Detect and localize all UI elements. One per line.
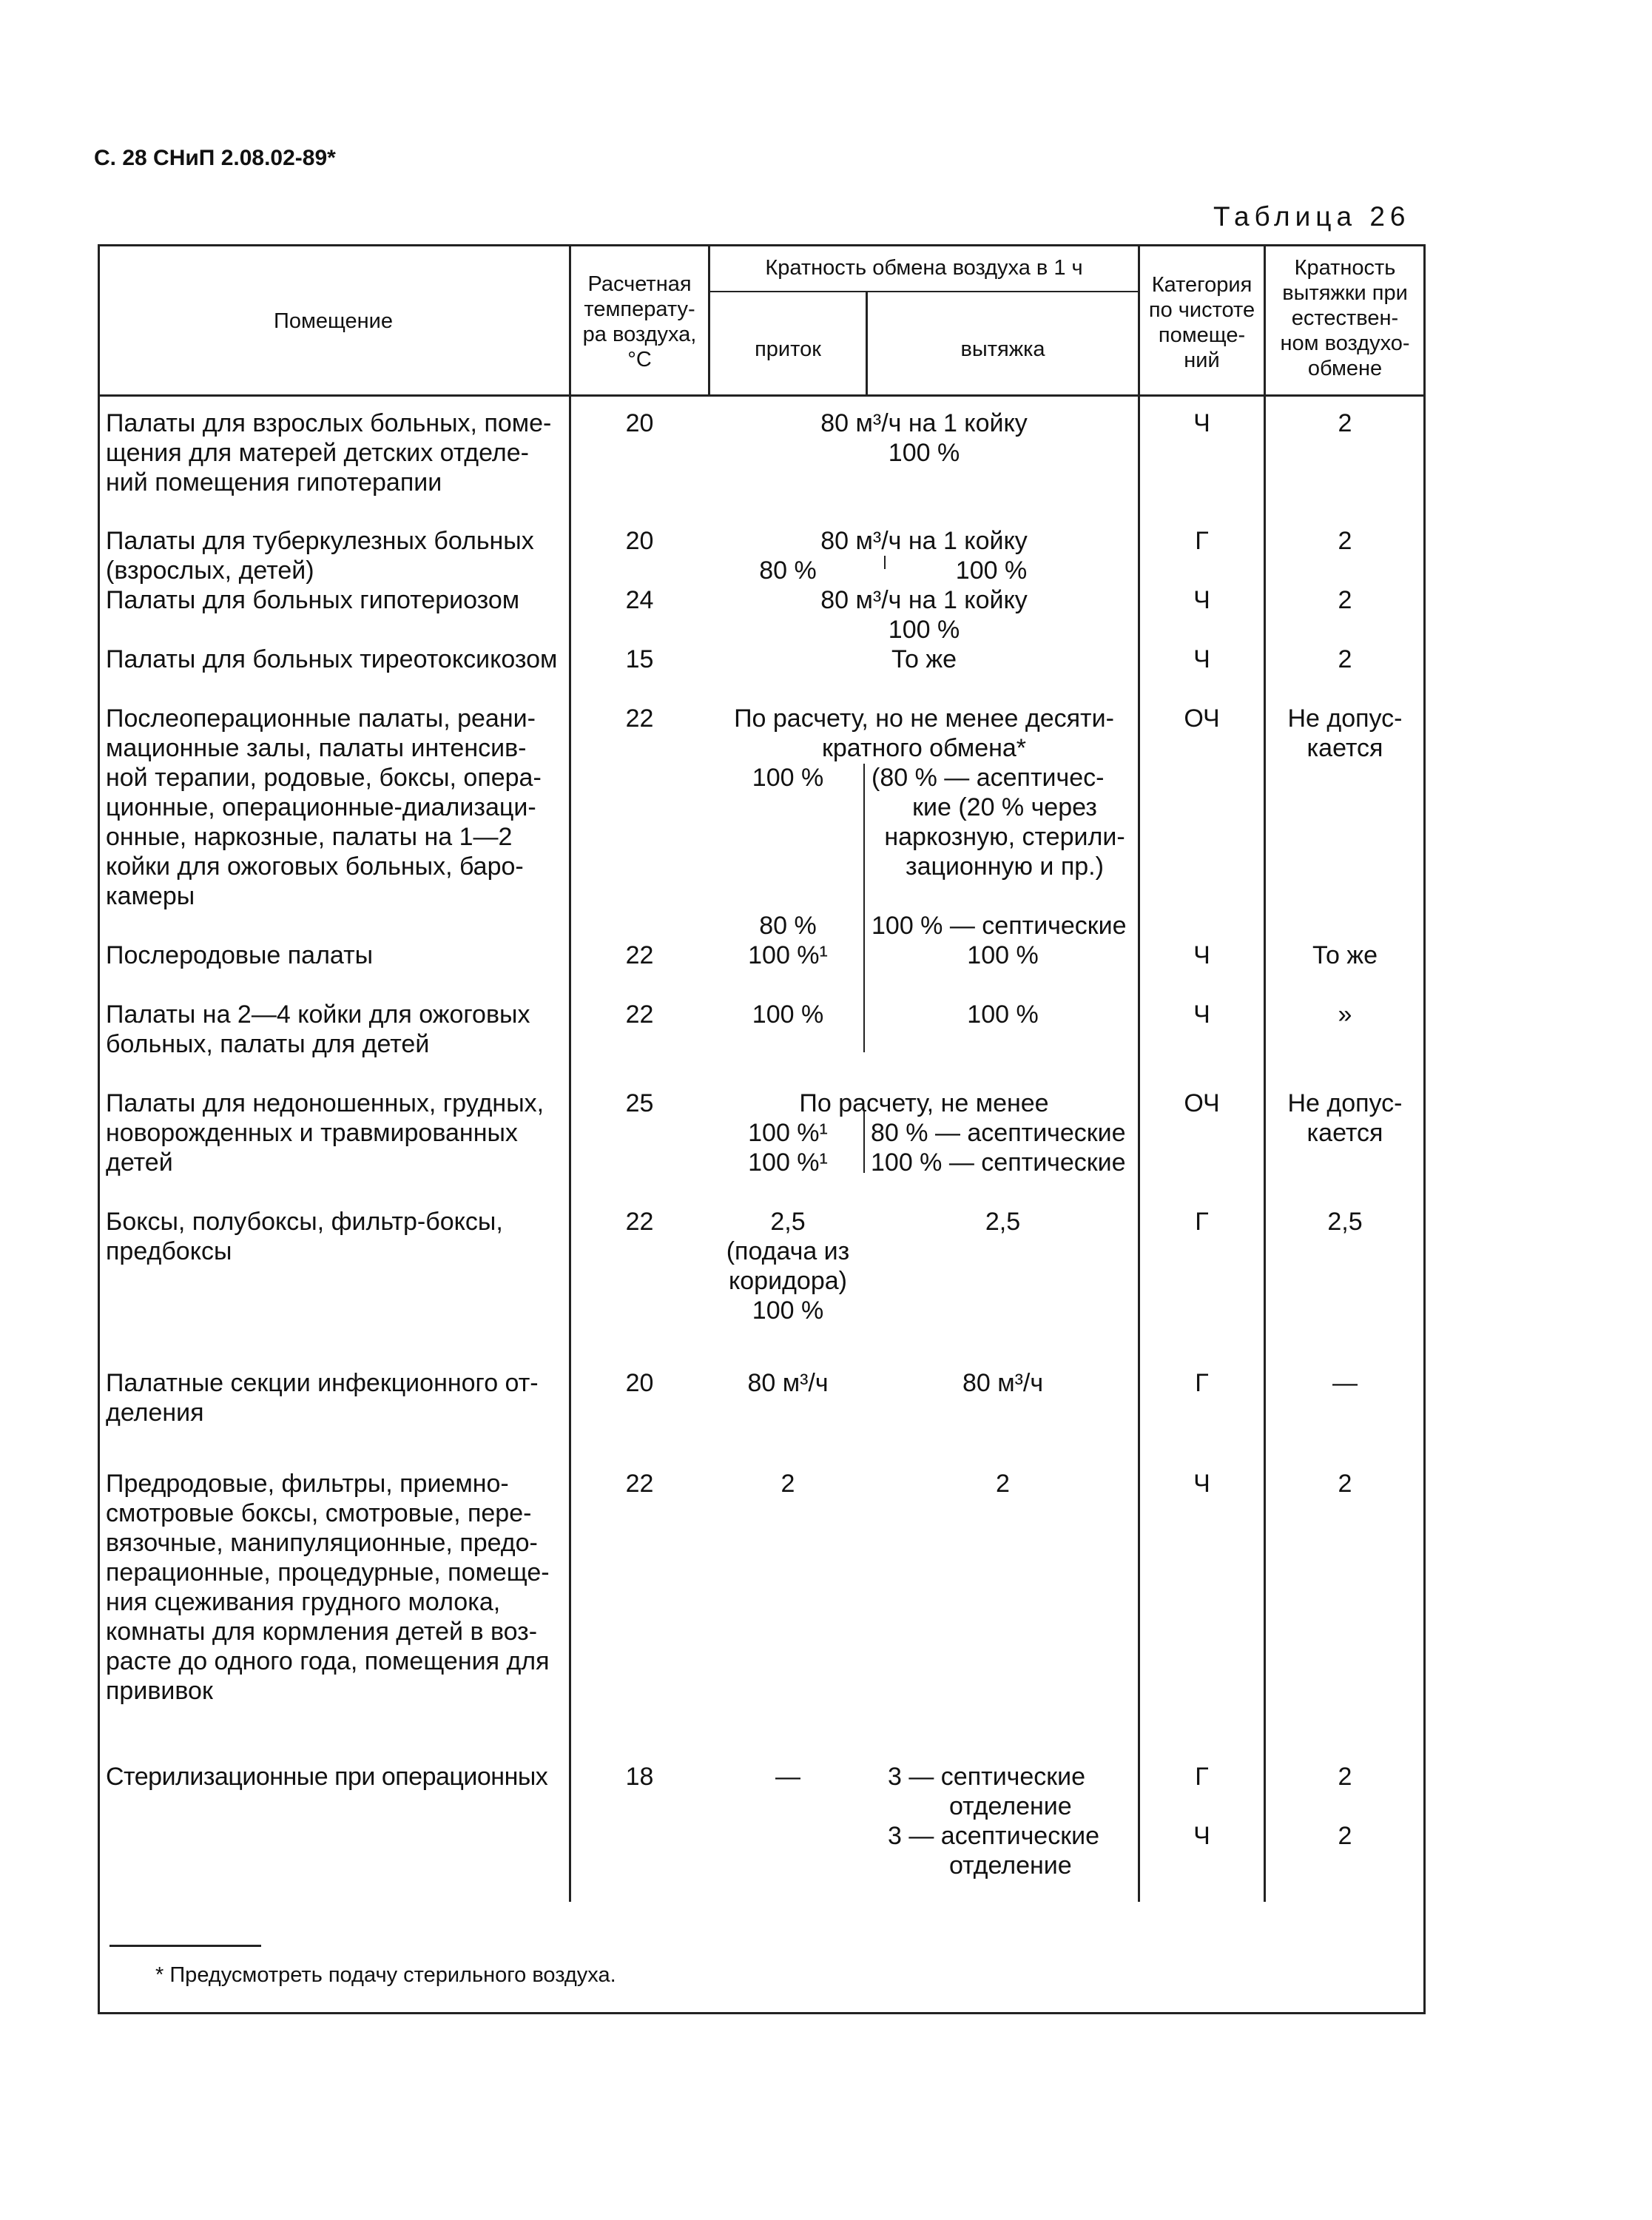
row-11-exhaust-1: 3 — септические <box>888 1763 1086 1791</box>
page-header: С. 28 СНиП 2.08.02-89* <box>94 146 336 170</box>
row-6-temp: 22 <box>625 1000 654 1029</box>
row-4-exhaust <box>871 763 1138 941</box>
row-7-room <box>106 1089 563 1177</box>
row-9-temp: 20 <box>625 1369 654 1397</box>
row-4-span-line-1: По расчету, но не менее десяти- <box>734 704 1114 733</box>
header-room: Помещение <box>273 309 394 333</box>
row-4-room-line-7: камеры <box>106 882 195 910</box>
row-11-natural-2: 2 <box>1338 1822 1352 1850</box>
header-category <box>1140 272 1264 373</box>
header-exchange: Кратность обмена воздуха в 1 ч <box>765 256 1083 280</box>
row-7-supply-line-1: 100 %¹ <box>748 1119 828 1147</box>
row-0-room <box>106 408 563 497</box>
row-0-category: Ч <box>1193 409 1210 437</box>
row-4-room-line-2: мационные залы, палаты интенсив- <box>106 734 527 762</box>
row-9-category: Г <box>1195 1369 1209 1397</box>
row-4-room-line-1: Послеоперационные палаты, реани- <box>106 704 536 733</box>
col-line-1 <box>569 244 571 1902</box>
row-5-supply: 100 %¹ <box>748 941 828 969</box>
header-category-line-2: по чистоте <box>1148 298 1255 322</box>
header-natural-line-3: естествен- <box>1291 306 1399 330</box>
subcol-tick <box>884 556 886 569</box>
header-category-line-3: помеще- <box>1158 323 1246 347</box>
header-temp-line-1: Расчетная <box>587 272 692 296</box>
row-0-room-line-2: щения для матерей детских отделе- <box>106 439 529 467</box>
row-0-natural: 2 <box>1338 409 1352 437</box>
row-9-exhaust: 80 м³/ч <box>962 1369 1044 1397</box>
row-8-room-line-2: предбоксы <box>106 1237 232 1265</box>
row-0-span-line-1: 80 м³/ч на 1 койку <box>820 409 1028 437</box>
row-7-natural-line-1: Не допус- <box>1287 1089 1403 1117</box>
header-exhaust: вытяжка <box>960 337 1045 361</box>
row-4-room-line-3: ной терапии, родовые, боксы, опера- <box>106 764 542 792</box>
row-4-natural-line-1: Не допус- <box>1287 704 1403 733</box>
row-5-natural: То же <box>1312 941 1378 969</box>
row-10-temp: 22 <box>625 1470 654 1498</box>
row-11-category-2: Ч <box>1193 1822 1210 1850</box>
row-11-supply: — <box>775 1763 800 1791</box>
row-10-category: Ч <box>1193 1470 1210 1498</box>
row-3-category: Ч <box>1193 645 1210 673</box>
row-10-exhaust: 2 <box>996 1470 1010 1498</box>
row-7-room-line-2: новорожденных и травмированных <box>106 1119 518 1147</box>
row-4-natural-line-2: кается <box>1307 734 1383 762</box>
row-1-exhaust: 100 % <box>955 556 1028 585</box>
header-category-line-1: Категория <box>1151 273 1253 297</box>
row-7-supply-line-2: 100 %¹ <box>748 1148 828 1177</box>
row-4-span-line-2: кратного обмена* <box>821 734 1027 762</box>
row-8-supply-line-3: коридора) <box>729 1267 847 1295</box>
header-supply: приток <box>755 337 821 361</box>
table-caption: Таблица 26 <box>1213 201 1411 232</box>
row-4-exhaust-line-3: наркозную, стерили- <box>884 823 1125 851</box>
row-3-natural: 2 <box>1338 645 1352 673</box>
row-2-span-line-1: 80 м³/ч на 1 койку <box>820 586 1028 614</box>
exchange-divider-line <box>708 291 1140 292</box>
col-line-5 <box>1264 244 1266 1902</box>
row-4-span <box>710 704 1138 763</box>
row-7-room-line-1: Палаты для недоношенных, грудных, <box>106 1089 545 1117</box>
row-10-room-line-2: смотровые боксы, смотровые, пере- <box>106 1499 532 1527</box>
header-natural-line-4: ном воздухо- <box>1280 332 1410 355</box>
row-7-exhaust-line-2: 100 % — септические <box>871 1148 1126 1177</box>
row-7-category: ОЧ <box>1184 1089 1220 1117</box>
header-natural-line-2: вытяжки при <box>1282 281 1408 305</box>
row-4-temp: 22 <box>625 704 654 733</box>
row-10-room-line-8: прививок <box>106 1677 213 1705</box>
row-8-supply <box>710 1207 866 1325</box>
row-1-category: Г <box>1195 527 1209 555</box>
row-10-room-line-4: перационные, процедурные, помеще- <box>106 1558 550 1587</box>
row-5-room: Послеродовые палаты <box>106 941 374 969</box>
row-8-exhaust: 2,5 <box>985 1208 1021 1236</box>
row-4-natural <box>1266 704 1424 763</box>
row-7-span: По расчету, не менее <box>799 1089 1049 1117</box>
header-temp-line-3: ра воздуха, <box>582 323 697 346</box>
row-10-room <box>106 1469 563 1706</box>
row-8-natural: 2,5 <box>1327 1208 1363 1236</box>
row-1-room-line-2: (взрослых, детей) <box>106 556 314 585</box>
row-6-category: Ч <box>1193 1000 1210 1029</box>
row-2-natural: 2 <box>1338 586 1352 614</box>
row-1-room <box>106 526 563 585</box>
row-0-room-line-1: Палаты для взрослых больных, поме- <box>106 409 552 437</box>
row-9-room-line-2: деления <box>106 1399 204 1427</box>
row-2-category: Ч <box>1193 586 1210 614</box>
row-8-temp: 22 <box>625 1208 654 1236</box>
row-5-category: Ч <box>1193 941 1210 969</box>
row-3-temp: 15 <box>625 645 654 673</box>
row-2-room: Палаты для больных гипотериозом <box>106 586 520 614</box>
row-0-room-line-3: ний помещения гипотерапии <box>106 468 442 497</box>
row-11-room: Стерилизационные при операционных <box>106 1763 548 1791</box>
row-7-supply <box>710 1118 866 1177</box>
row-1-natural: 2 <box>1338 527 1352 555</box>
row-10-room-line-3: вязочные, манипуляционные, предо- <box>106 1529 538 1557</box>
header-bottom-line <box>98 394 1426 397</box>
row-7-natural <box>1266 1089 1424 1148</box>
row-8-category: Г <box>1195 1208 1209 1236</box>
row-11-temp: 18 <box>625 1763 654 1791</box>
header-temp <box>571 272 708 372</box>
col-line-4 <box>1138 244 1140 1902</box>
row-11-exhaust-4: отделение <box>949 1851 1072 1880</box>
row-9-natural: — <box>1332 1369 1358 1397</box>
header-category-line-4: ний <box>1184 349 1220 372</box>
header-temp-line-4: °С <box>627 348 652 371</box>
row-7-room-line-3: детей <box>106 1148 173 1177</box>
row-7-temp: 25 <box>625 1089 654 1117</box>
row-3-room: Палаты для больных тиреотоксикозом <box>106 645 558 673</box>
row-2-temp: 24 <box>625 586 654 614</box>
row-1-temp: 20 <box>625 527 654 555</box>
row-5-temp: 22 <box>625 941 654 969</box>
header-natural <box>1266 255 1424 381</box>
row-6-supply: 100 % <box>752 1000 824 1029</box>
row-6-natural: » <box>1338 1000 1352 1029</box>
row-4-room-line-5: онные, наркозные, палаты на 1—2 <box>106 823 513 851</box>
row-11-natural-1: 2 <box>1338 1763 1352 1791</box>
row-10-natural: 2 <box>1338 1470 1352 1498</box>
row-4-room-line-6: койки для ожоговых больных, баро- <box>106 852 524 881</box>
header-natural-line-1: Кратность <box>1294 256 1396 280</box>
row-6-room-line-1: Палаты на 2—4 койки для ожоговых <box>106 1000 530 1029</box>
row-9-supply: 80 м³/ч <box>747 1369 829 1397</box>
row-0-temp: 20 <box>625 409 654 437</box>
row-6-room <box>106 1000 563 1059</box>
row-9-room-line-1: Палатные секции инфекционного от- <box>106 1369 539 1397</box>
footnote: * Предусмотреть подачу стерильного воздуха. <box>155 1963 616 1987</box>
row-1-span: 80 м³/ч на 1 койку <box>820 527 1028 555</box>
row-6-room-line-2: больных, палаты для детей <box>106 1030 430 1058</box>
row-4-room <box>106 704 563 911</box>
row-10-room-line-5: ния сцеживания грудного молока, <box>106 1588 501 1616</box>
row-0-span <box>710 408 1138 468</box>
row-5-exhaust: 100 % <box>967 941 1039 969</box>
row-7-exhaust <box>871 1118 1138 1177</box>
row-7-exhaust-line-1: 80 % — асептические <box>871 1119 1126 1147</box>
row-9-room <box>106 1368 563 1427</box>
row-8-supply-line-2: (подача из <box>726 1237 850 1265</box>
header-temp-line-2: температу- <box>584 297 695 321</box>
row-11-exhaust-3: 3 — асептические <box>888 1822 1099 1850</box>
row-2-span <box>710 585 1138 645</box>
row-10-room-line-1: Предродовые, фильтры, приемно- <box>106 1470 509 1498</box>
row-2-span-line-2: 100 % <box>888 616 960 644</box>
row-8-supply-line-4: 100 % <box>752 1296 824 1325</box>
row-10-room-line-7: расте до одного года, помещения для <box>106 1647 550 1675</box>
row-7-natural-line-2: кается <box>1307 1119 1383 1147</box>
row-0-span-line-2: 100 % <box>888 439 960 467</box>
row-4-exhaust-line-4: зационную и пр.) <box>906 852 1104 881</box>
row-8-room <box>106 1207 563 1266</box>
row-10-supply: 2 <box>781 1470 795 1498</box>
row-4-exhaust-line-5: 100 % — септические <box>871 912 1127 940</box>
row-1-room-line-1: Палаты для туберкулезных больных <box>106 527 534 555</box>
row-4-exhaust-line-1: (80 % — асептичес- <box>871 764 1105 792</box>
row-4-supply-2: 80 % <box>759 912 817 940</box>
row-4-room-line-4: ционные, операционные-диализаци- <box>106 793 536 821</box>
header-natural-line-5: обмене <box>1307 357 1383 380</box>
row-8-room-line-1: Боксы, полубоксы, фильтр-боксы, <box>106 1208 503 1236</box>
row-6-exhaust: 100 % <box>967 1000 1039 1029</box>
row-10-room-line-6: комнаты для кормления детей в воз- <box>106 1618 538 1646</box>
row-1-supply: 80 % <box>759 556 817 585</box>
footnote-rule <box>109 1945 261 1947</box>
row-4-category: ОЧ <box>1184 704 1220 733</box>
row-11-exhaust-2: отделение <box>949 1792 1072 1820</box>
row-11-category-1: Г <box>1195 1763 1209 1791</box>
row-4-exhaust-line-2: кие (20 % через <box>912 793 1097 821</box>
row-8-supply-line-1: 2,5 <box>770 1208 806 1236</box>
row-3-span: То же <box>891 645 957 673</box>
row-4-supply-1: 100 % <box>752 764 824 792</box>
